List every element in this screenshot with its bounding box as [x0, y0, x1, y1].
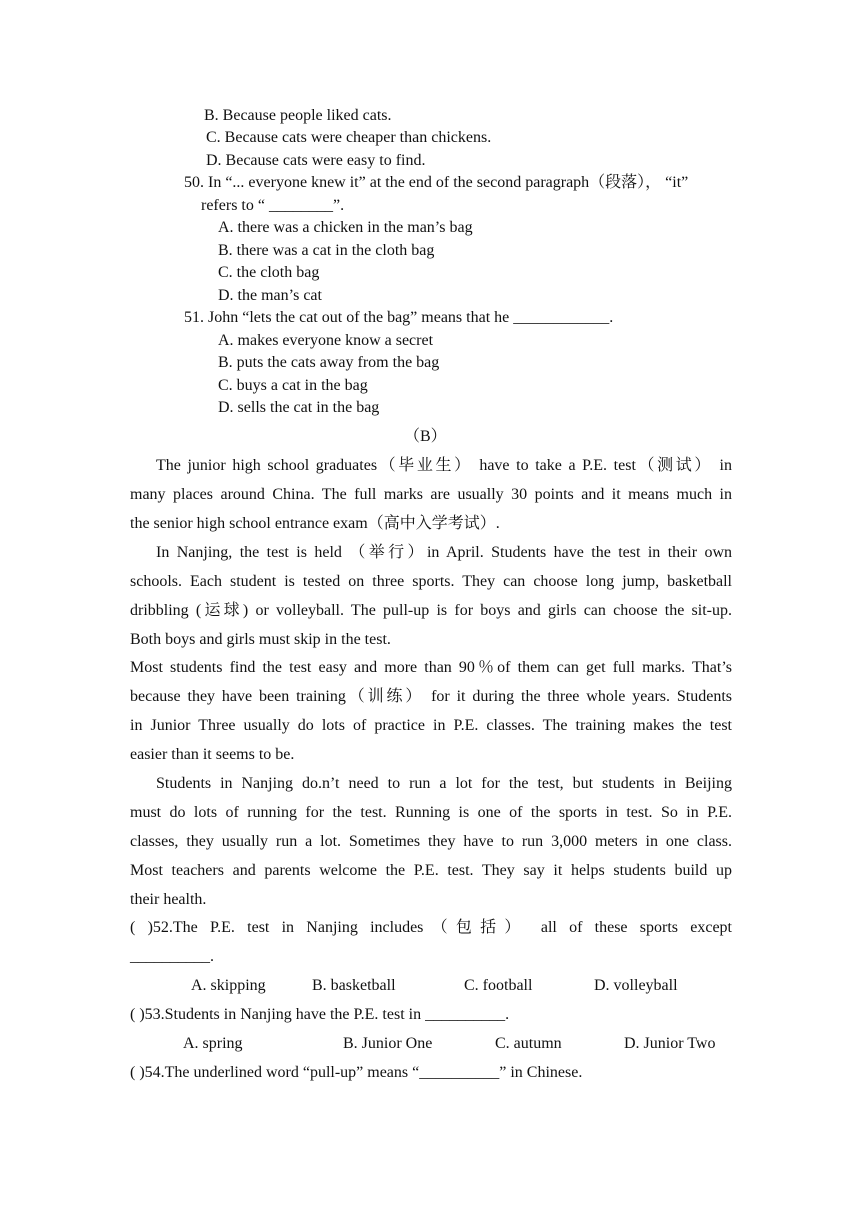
- q52-option-d: D. volleyball: [594, 977, 678, 994]
- q52-option-b: B. basketball: [312, 977, 396, 994]
- q52-stem: ( )52.The P.E. test in Nanjing includes（包括） all of these sports except: [130, 919, 732, 936]
- passage-line: many places around China. The full marks are usually 30 points and it means much in: [130, 486, 732, 503]
- passage-line: the senior high school entrance exam（高中入学考试）.: [130, 515, 500, 532]
- section-b-title: （B）: [404, 428, 447, 445]
- q54-stem: ( )54.The underlined word “pull-up” means “__________” in Chinese.: [130, 1064, 583, 1081]
- q51-option-d: D. sells the cat in the bag: [218, 399, 380, 416]
- q50-stem-line2: refers to “ ________”.: [201, 197, 345, 214]
- q50-option-c: C. the cloth bag: [218, 264, 320, 281]
- q53-option-c: C. autumn: [495, 1035, 562, 1052]
- passage-line: must do lots of running for the test. Running is one of the sports in test. So in P.E.: [130, 804, 732, 821]
- passage-line: In Nanjing, the test is held （举行）in April. Students have the test in their own: [156, 544, 732, 561]
- q53-option-a: A. spring: [183, 1035, 243, 1052]
- q53-option-b: B. Junior One: [343, 1035, 433, 1052]
- passage-line: Students in Nanjing do.n’t need to run a lot for the test, but students in Beijing: [156, 775, 732, 792]
- q52-option-a: A. skipping: [191, 977, 266, 994]
- passage-line: schools. Each student is tested on three sports. They can choose long jump, basketball: [130, 573, 732, 590]
- q52-option-c: C. football: [464, 977, 533, 994]
- passage-line: Most teachers and parents welcome the P.E. test. They say it helps students build up: [130, 862, 732, 879]
- passage-line: because they have been training（训练） for it during the three whole years. Students: [130, 688, 732, 705]
- q51-option-b: B. puts the cats away from the bag: [218, 354, 440, 371]
- q51-option-a: A. makes everyone know a secret: [218, 332, 434, 349]
- passage-line: in Junior Three usually do lots of practice in P.E. classes. The training makes the test: [130, 717, 732, 734]
- q49-option-d: D. Because cats were easy to find.: [206, 152, 426, 169]
- passage-line: Both boys and girls must skip in the test.: [130, 631, 391, 648]
- q49-option-b: B. Because people liked cats.: [204, 107, 392, 124]
- passage-line: dribbling (运球) or volleyball. The pull-up is for boys and girls can choose the sit-up.: [130, 602, 732, 619]
- passage-line: easier than it seems to be.: [130, 746, 295, 763]
- q49-option-c: C. Because cats were cheaper than chickens.: [206, 129, 492, 146]
- q51-option-c: C. buys a cat in the bag: [218, 377, 368, 394]
- q53-option-d: D. Junior Two: [624, 1035, 716, 1052]
- q50-stem-line1: 50. In “... everyone knew it” at the end of the second paragraph（段落）， “it”: [184, 174, 689, 191]
- q53-stem: ( )53.Students in Nanjing have the P.E. test in __________.: [130, 1006, 510, 1023]
- passage-line: The junior high school graduates（毕业生） have to take a P.E. test（测试） in: [156, 457, 732, 474]
- passage-line: their health.: [130, 891, 207, 908]
- q50-option-d: D. the man’s cat: [218, 287, 322, 304]
- q50-option-b: B. there was a cat in the cloth bag: [218, 242, 435, 259]
- passage-line: classes, they usually run a lot. Sometimes they have to run 3,000 meters in one class.: [130, 833, 732, 850]
- passage-line: Most students find the test easy and more than 90％of them can get full marks. That’s: [130, 659, 732, 676]
- q52-blank: __________.: [130, 948, 214, 965]
- q51-stem: 51. John “lets the cat out of the bag” means that he ____________.: [184, 309, 614, 326]
- q50-option-a: A. there was a chicken in the man’s bag: [218, 219, 473, 236]
